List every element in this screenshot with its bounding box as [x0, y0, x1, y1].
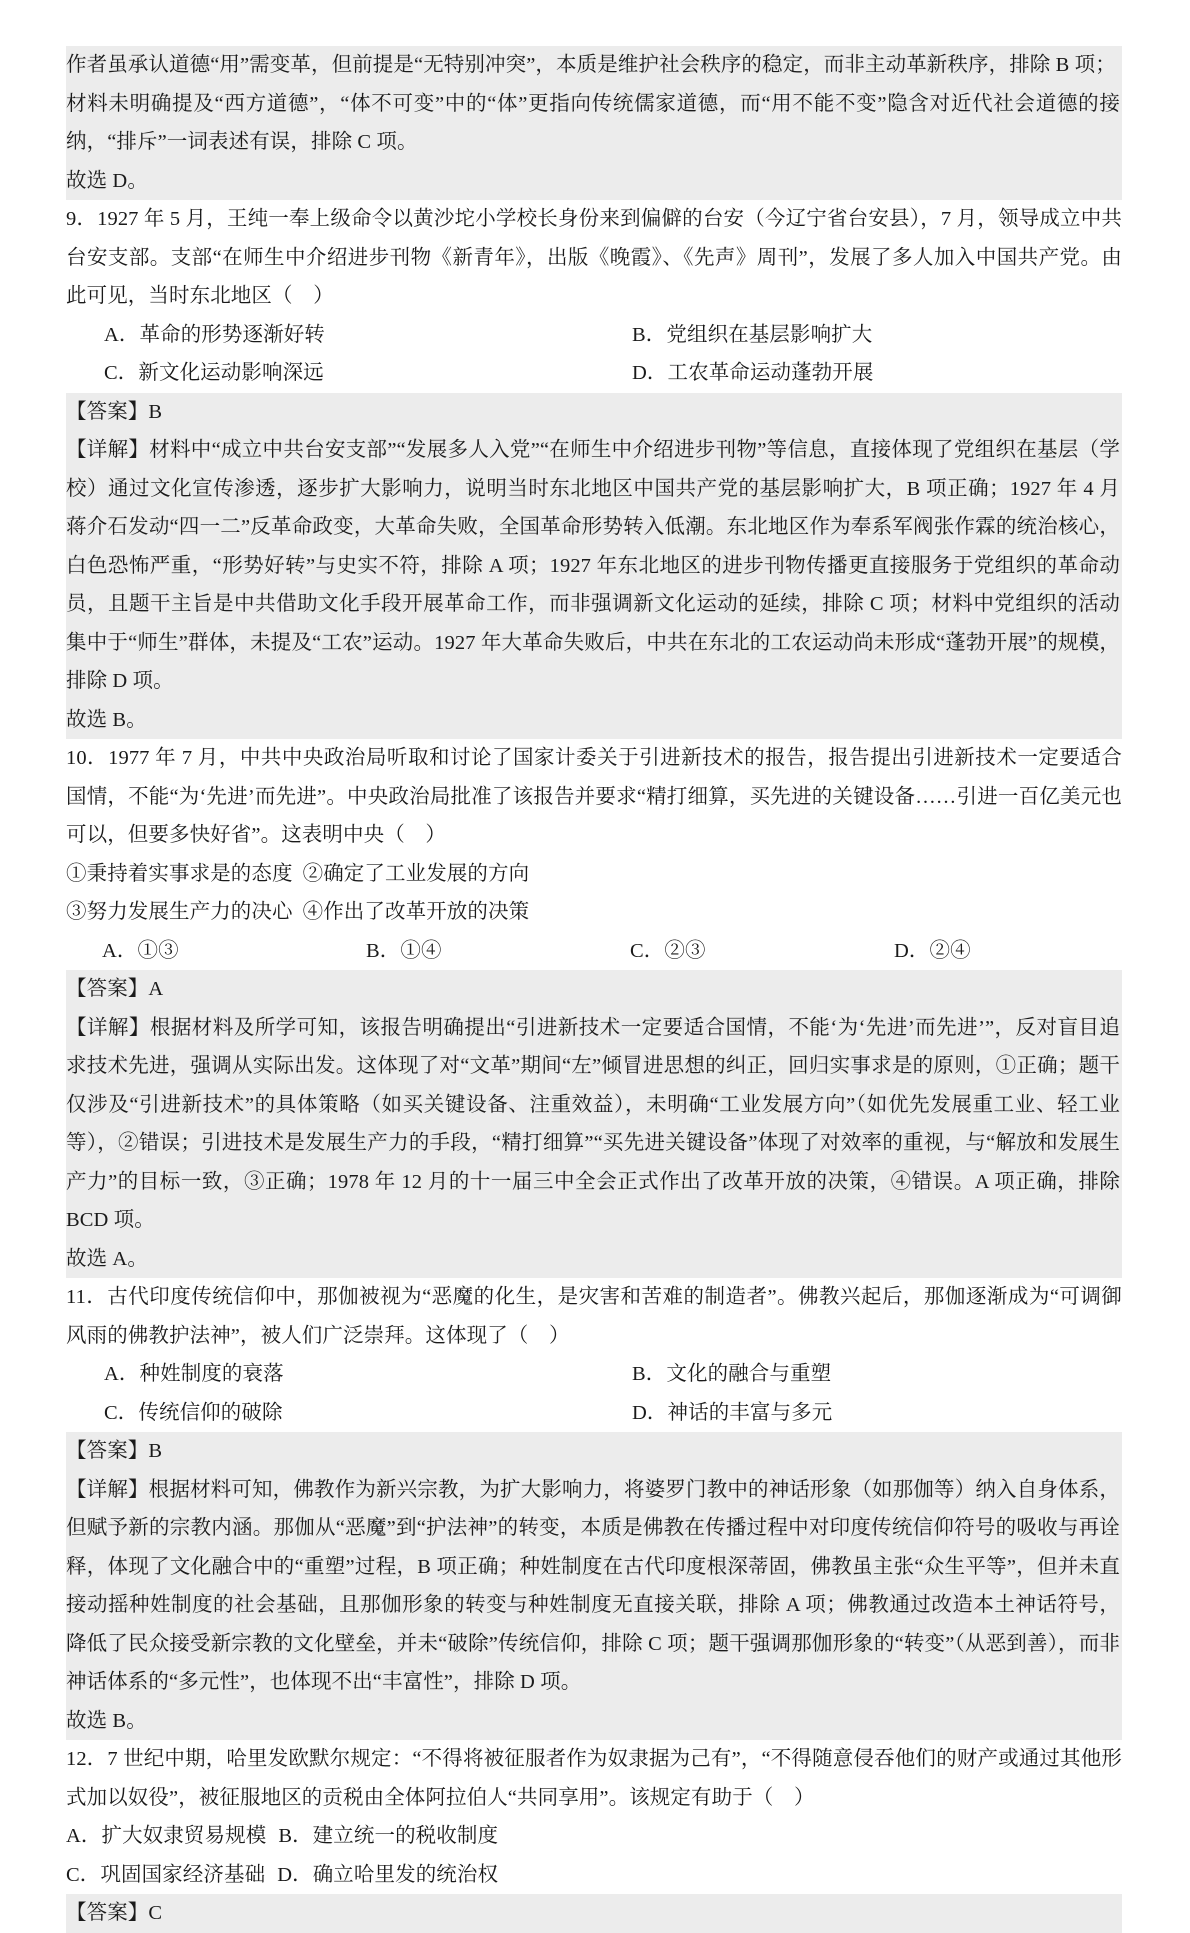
question-10-statement-2: ②确定了工业发展的方向 [302, 862, 530, 885]
question-11-option-a[interactable]: A．种姓制度的衰落 [104, 1363, 284, 1385]
question-10-statement-3: ③努力发展生产力的决心 [66, 901, 293, 923]
question-9-option-a[interactable]: A．革命的形势逐渐好转 [104, 323, 325, 346]
question-9-option-c[interactable]: C．新文化运动影响深远 [104, 362, 324, 384]
question-11-option-b[interactable]: B．文化的融合与重塑 [632, 1363, 832, 1385]
question-10-statement-1: ①秉持着实事求是的态度 [66, 862, 293, 885]
question-11-answer-block [66, 1432, 1122, 1740]
question-11-explanation: 【详解】根据材料可知，佛教作为新兴宗教，为扩大影响力，将婆罗门教中的神话形象（如那伽等）纳入自身体系，但赋予新的宗教内涵。那伽从“恶魔”到“护法神”的转变，本质是佛教在传播过程中对印度传统信仰符号的吸收与再诠释，体现了文化融合中的“重塑”过程，B 项正确；种姓制度在古代印度根深蒂固，佛教虽主张“众生平等”，但并未直接动摇种姓制度的社会基础，且那伽形象的转变与种姓制度无直接关联，排除 A 项；佛教通过改造本土神话符号，降低了民众接受新宗教的文化壁垒，并未“破除”传统信仰，排除 C 项；题干强调那伽形象的“转变”（从恶到善），而非神话体系的“多元性”，也体现不出“丰富性”，排除 D 项。 [66, 1478, 1120, 1693]
question-9-option-b[interactable]: B．党组织在基层影响扩大 [632, 323, 873, 346]
question-10-option-b[interactable]: B．①④ [366, 939, 442, 962]
question-10-explanation: 【详解】根据材料及所学可知，该报告明确提出“引进新技术一定要适合国情，不能‘为‘先进’而先进’”，反对盲目追求技术先进，强调从实际出发。这体现了对“文革”期间“左”倾冒进思想的纠正，回归实事求是的原则，①正确；题干仅涉及“引进新技术”的具体策略（如买关键设备、注重效益），未明确“工业发展方向”（如优先发展重工业、轻工业等），②错误；引进技术是发展生产力的手段，“精打细算”“买先进关键设备”体现了对效率的重视，与“解放和发展生产力”的目标一致，③正确；1978 年 12 月的十一届三中全会正式作出了改革开放的决策，④错误。A 项正确，排除 BCD 项。 [66, 1016, 1120, 1231]
question-10-option-d[interactable]: D．②④ [894, 939, 971, 962]
question-9-conclusion: 故选 B。 [66, 708, 147, 731]
question-11-option-c[interactable]: C．传统信仰的破除 [104, 1401, 283, 1424]
question-12-options-row-1 [66, 1817, 1122, 1856]
question-12-option-d[interactable]: D．确立哈里发的统治权 [277, 1863, 499, 1886]
question-10-option-a[interactable]: A．①③ [102, 939, 179, 962]
question-10-answer-label: 【答案】A [66, 978, 164, 1000]
document-body [66, 46, 1122, 1933]
question-10-statements-line-2 [66, 893, 1122, 932]
question-9-options-row-2 [66, 354, 1122, 393]
question-9-answer-block [66, 393, 1122, 740]
question-10-stem: 10．1977 年 7 月，中共中央政治局听取和讨论了国家计委关于引进新技术的报告，报告提出引进新技术一定要适合国情，不能“为‘先进’而先进”。中央政治局批准了该报告并要求“精打细算，买先进的关键设备……引进一百亿美元也可以，但要多快好省”。这表明中央（ ） [66, 747, 1122, 846]
question-11-options-row-1 [66, 1355, 1122, 1394]
question-10-answer-block [66, 970, 1122, 1278]
q8-explanation-line1: 作者虽承认道德“用”需变革，但前提是“无特别冲突”，本质是维护社会秩序的稳定，而非主动革新秩序，排除 B 项； [66, 54, 1116, 76]
q8-conclusion: 故选 D。 [66, 169, 148, 192]
question-10-options-row [66, 932, 1122, 971]
q8-explanation-line2: 材料未明确提及“西方道德”，“体不可变”中的“体”更指向传统儒家道德，而“用不能不变”隐含对近代社会道德的接纳，“排斥”一词表述有误，排除 C 项。 [66, 92, 1120, 153]
question-9-options-row-1 [66, 316, 1122, 355]
question-12-answer-label: 【答案】C [66, 1902, 163, 1924]
question-10-statement-4: ④作出了改革开放的决策 [302, 901, 530, 923]
question-10-option-c[interactable]: C．②③ [630, 939, 706, 962]
question-9-stem: 9．1927 年 5 月，王纯一奉上级命令以黄沙坨小学校长身份来到偏僻的台安（今辽宁省台安县），7 月，领导成立中共台安支部。支部“在师生中介绍进步刊物《新青年》，出版《晚霞》、《先声》周刊”，发展了多人加入中国共产党。由此可见，当时东北地区（ ） [66, 208, 1122, 307]
question-11-answer-label: 【答案】B [66, 1440, 163, 1462]
question-10-statements-line-1 [66, 855, 1122, 894]
question-11-options-row-2 [66, 1394, 1122, 1433]
question-9-explanation: 【详解】材料中“成立中共台安支部”“发展多人入党”“在师生中介绍进步刊物”等信息，直接体现了党组织在基层（学校）通过文化宣传渗透，逐步扩大影响力，说明当时东北地区中国共产党的基层影响扩大，B 项正确；1927 年 4 月蒋介石发动“四一二”反革命政变，大革命失败，全国革命形势转入低潮。东北地区作为奉系军阀张作霖的统治核心，白色恐怖严重，“形势好转”与史实不符，排除 A 项；1927 年东北地区的进步刊物传播更直接服务于党组织的革命动员，且题干主旨是中共借助文化手段开展革命工作，而非强调新文化运动的延续，排除 C 项；材料中党组织的活动集中于“师生”群体，未提及“工农”运动。1927 年大革命失败后，中共在东北的工农运动尚未形成“蓬勃开展”的规模，排除 D 项。 [66, 439, 1120, 692]
question-12-option-c[interactable]: C．巩固国家经济基础 [66, 1863, 266, 1886]
question-12-answer-block [66, 1894, 1122, 1933]
question-10-conclusion: 故选 A。 [66, 1247, 148, 1270]
question-12-option-b[interactable]: B．建立统一的税收制度 [278, 1825, 499, 1847]
question-12-option-a[interactable]: A．扩大奴隶贸易规模 [66, 1825, 267, 1847]
question-9-option-d[interactable]: D．工农革命运动蓬勃开展 [632, 362, 874, 384]
question-12-options-row-2 [66, 1856, 1122, 1895]
question-12-stem: 12．7 世纪中期，哈里发欧默尔规定：“不得将被征服者作为奴隶据为己有”，“不得随意侵吞他们的财产或通过其他形式加以奴役”，被征服地区的贡税由全体阿拉伯人“共同享用”。该规定有助于（ ） [66, 1748, 1122, 1809]
question-11-conclusion: 故选 B。 [66, 1709, 147, 1732]
q8-explanation-block [66, 46, 1122, 200]
question-11-stem: 11．古代印度传统信仰中，那伽被视为“恶魔的化生，是灾害和苦难的制造者”。佛教兴起后，那伽逐渐成为“可调御风雨的佛教护法神”，被人们广泛崇拜。这体现了（ ） [66, 1286, 1122, 1347]
question-9-answer-label: 【答案】B [66, 400, 163, 423]
question-11-option-d[interactable]: D．神话的丰富与多元 [632, 1401, 833, 1424]
